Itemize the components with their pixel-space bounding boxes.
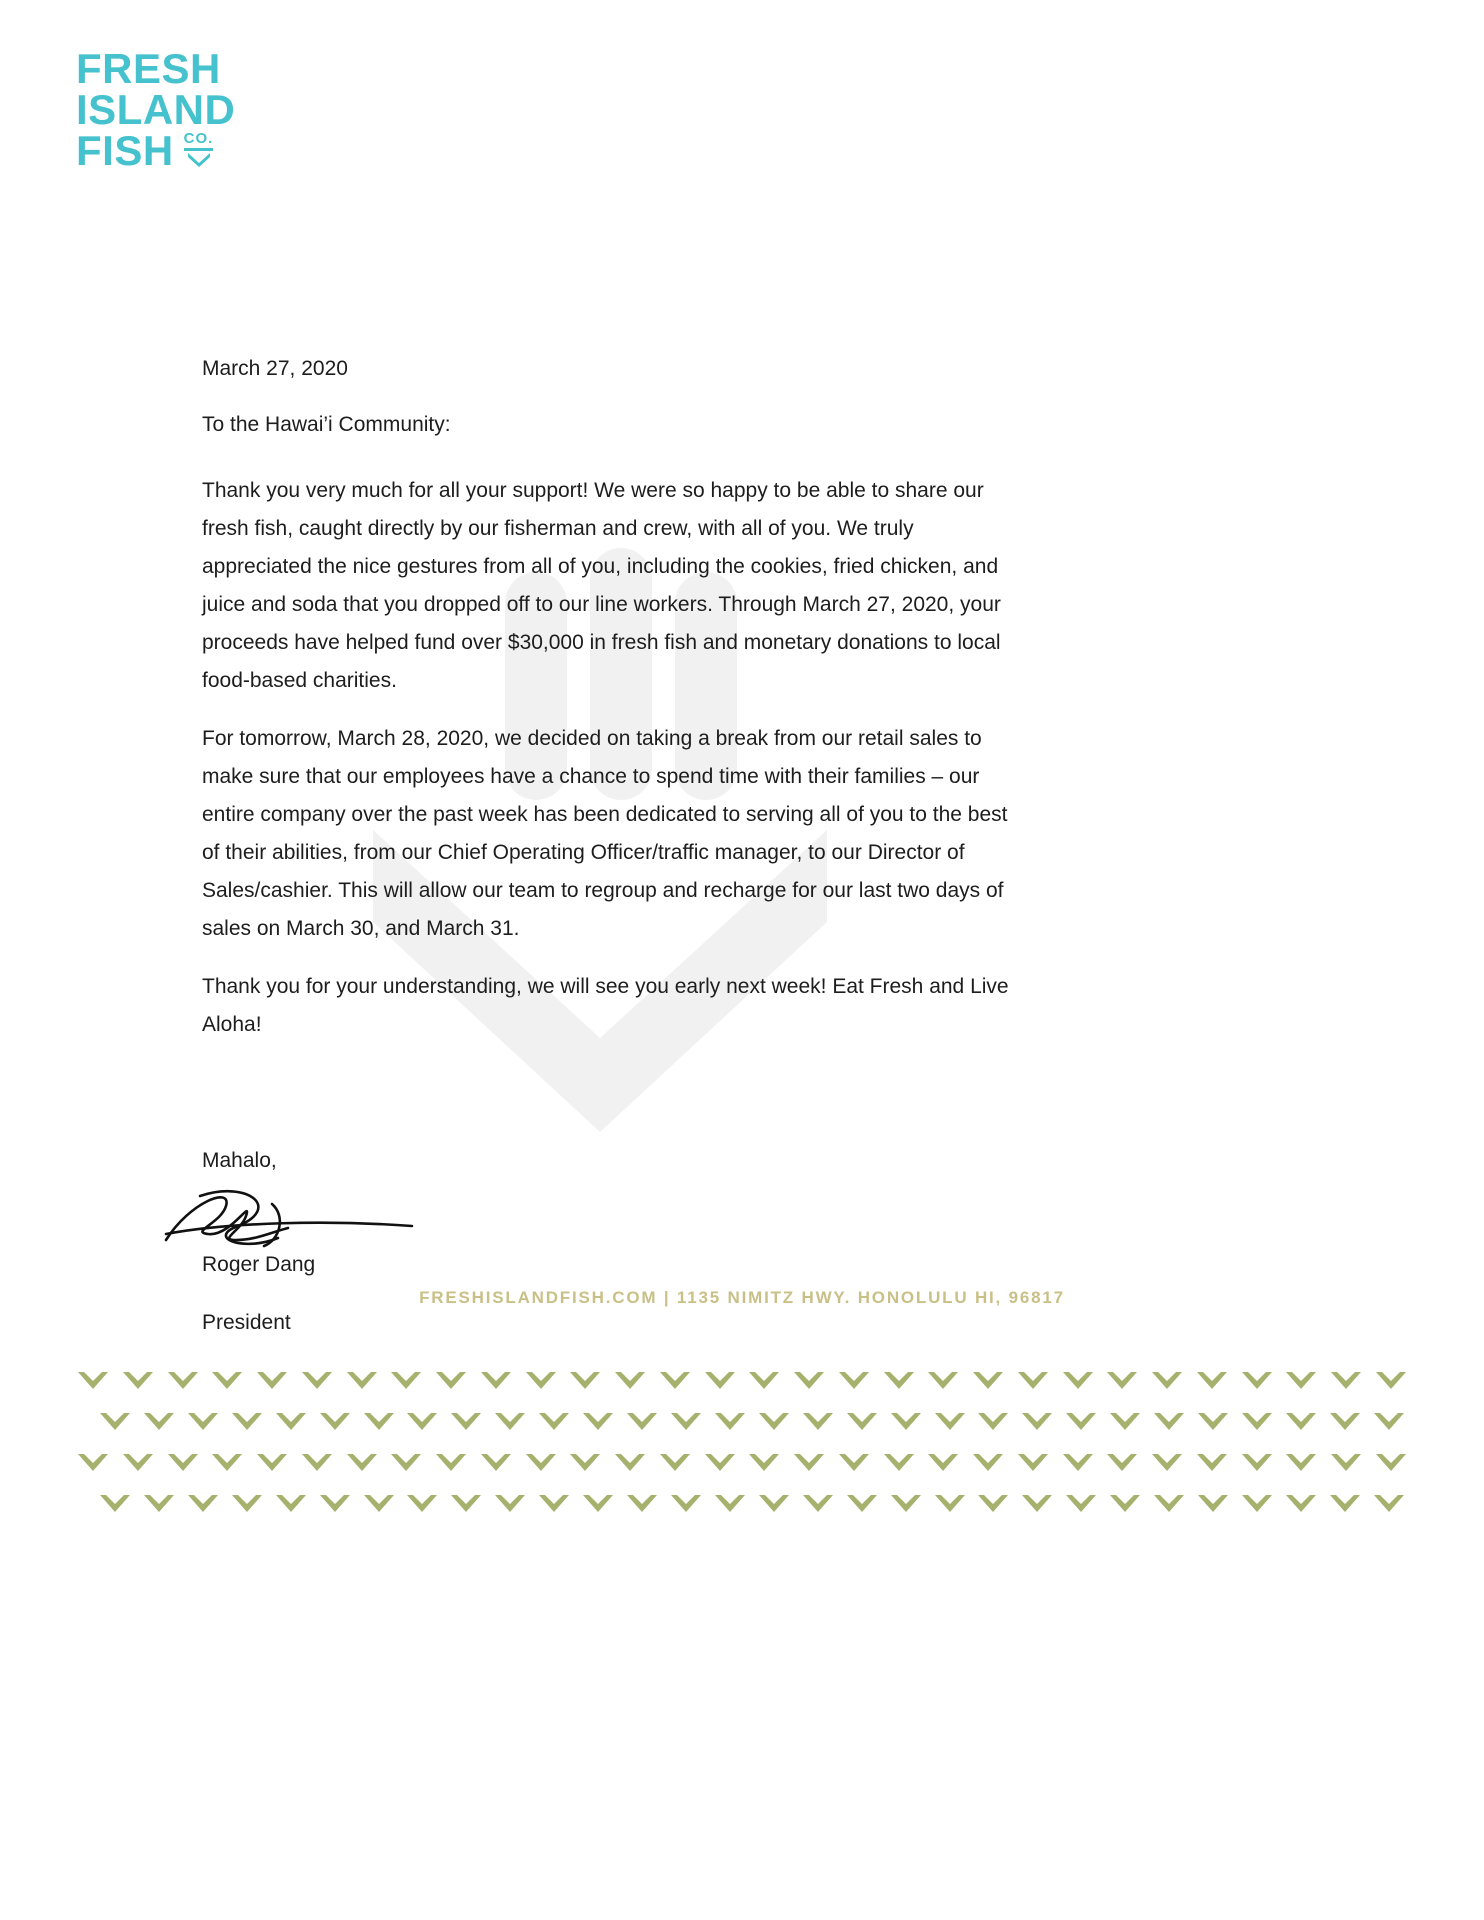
triangle-glyph — [451, 1495, 481, 1512]
triangle-glyph — [1286, 1454, 1316, 1471]
triangle-glyph — [1286, 1413, 1316, 1430]
triangle-glyph — [78, 1454, 108, 1471]
footer-address: FRESHISLANDFISH.COM | 1135 NIMITZ HWY. HONOLULU HI, 96817 — [419, 1288, 1065, 1307]
triangle-glyph — [839, 1372, 869, 1389]
triangle-glyph — [1110, 1413, 1140, 1430]
triangle-glyph — [407, 1413, 437, 1430]
triangle-row — [78, 1495, 1406, 1512]
triangle-glyph — [749, 1454, 779, 1471]
triangle-glyph — [1063, 1454, 1093, 1471]
triangle-glyph — [1198, 1495, 1228, 1512]
triangle-glyph — [891, 1495, 921, 1512]
signer-title: President — [202, 1311, 291, 1334]
triangle-glyph — [364, 1495, 394, 1512]
triangle-glyph — [1152, 1372, 1182, 1389]
triangle-glyph — [1242, 1372, 1272, 1389]
letter-paragraph: For tomorrow, March 28, 2020, we decided on taking a break from our retail sales to make sure that our employees have a chance to spend time with their families – our entire company over the past week has been dedicated to serving all of you to the best of their abilities, from our Chief Operating Officer/traffic manager, to our Director of Sales/cashier. This will allow our team to regroup and recharge for our last two days of sales on March 30, and March 31. — [202, 727, 1008, 940]
triangle-glyph — [803, 1495, 833, 1512]
triangle-glyph — [1107, 1372, 1137, 1389]
triangle-glyph — [302, 1454, 332, 1471]
triangle-glyph — [276, 1495, 306, 1512]
triangle-glyph — [436, 1454, 466, 1471]
triangle-glyph — [973, 1372, 1003, 1389]
triangle-glyph — [436, 1372, 466, 1389]
triangle-glyph — [539, 1413, 569, 1430]
triangle-glyph — [1374, 1495, 1404, 1512]
triangle-glyph — [1242, 1413, 1272, 1430]
logo-line-1: FRESH — [76, 45, 221, 92]
triangle-glyph — [935, 1495, 965, 1512]
triangle-glyph — [794, 1372, 824, 1389]
triangle-glyph — [347, 1372, 377, 1389]
fish-tail-icon — [188, 153, 210, 167]
triangle-glyph — [257, 1372, 287, 1389]
triangle-glyph — [78, 1372, 108, 1389]
triangle-glyph — [978, 1413, 1008, 1430]
letter-paragraph: Thank you for your understanding, we will see you early next week! Eat Fresh and Live Aloha! — [202, 975, 1009, 1036]
triangle-glyph — [320, 1495, 350, 1512]
triangle-glyph — [884, 1454, 914, 1471]
triangle-glyph — [407, 1495, 437, 1512]
triangle-glyph — [1242, 1454, 1272, 1471]
triangle-glyph — [144, 1495, 174, 1512]
triangle-glyph — [232, 1413, 262, 1430]
triangle-glyph — [364, 1413, 394, 1430]
triangle-glyph — [1107, 1454, 1137, 1471]
triangle-glyph — [759, 1413, 789, 1430]
triangle-glyph — [1110, 1495, 1140, 1512]
triangle-glyph — [168, 1372, 198, 1389]
triangle-glyph — [928, 1372, 958, 1389]
triangle-glyph — [839, 1454, 869, 1471]
triangle-glyph — [1066, 1413, 1096, 1430]
signer-name: Roger Dang — [202, 1253, 316, 1276]
triangle-glyph — [615, 1454, 645, 1471]
triangle-row — [78, 1454, 1406, 1471]
triangle-glyph — [168, 1454, 198, 1471]
triangle-glyph — [495, 1495, 525, 1512]
triangle-glyph — [1374, 1413, 1404, 1430]
triangle-glyph — [1330, 1495, 1360, 1512]
triangle-glyph — [627, 1413, 657, 1430]
triangle-glyph — [935, 1413, 965, 1430]
triangle-glyph — [1286, 1495, 1316, 1512]
triangle-glyph — [671, 1413, 701, 1430]
triangle-glyph — [847, 1495, 877, 1512]
letter-body — [202, 350, 1020, 1362]
triangle-glyph — [1242, 1495, 1272, 1512]
triangle-row — [78, 1372, 1406, 1389]
triangle-glyph — [884, 1372, 914, 1389]
triangle-glyph — [212, 1454, 242, 1471]
triangle-glyph — [188, 1413, 218, 1430]
triangle-row — [78, 1413, 1406, 1430]
triangle-glyph — [1286, 1372, 1316, 1389]
triangle-glyph — [1018, 1372, 1048, 1389]
triangle-glyph — [123, 1372, 153, 1389]
triangle-glyph — [660, 1454, 690, 1471]
triangle-glyph — [188, 1495, 218, 1512]
triangle-glyph — [660, 1372, 690, 1389]
logo-co-suffix: CO. — [184, 130, 214, 151]
letter-salutation: To the Hawai’i Community: — [202, 413, 451, 436]
triangle-glyph — [1197, 1454, 1227, 1471]
triangle-glyph — [1063, 1372, 1093, 1389]
handwritten-signature — [160, 1182, 1020, 1260]
triangle-glyph — [539, 1495, 569, 1512]
triangle-glyph — [570, 1372, 600, 1389]
footer-triangle-pattern — [78, 1372, 1406, 1536]
triangle-glyph — [891, 1413, 921, 1430]
triangle-glyph — [627, 1495, 657, 1512]
triangle-glyph — [1331, 1454, 1361, 1471]
triangle-glyph — [583, 1413, 613, 1430]
triangle-glyph — [1330, 1413, 1360, 1430]
triangle-glyph — [803, 1413, 833, 1430]
triangle-glyph — [1376, 1372, 1406, 1389]
triangle-glyph — [1066, 1495, 1096, 1512]
triangle-glyph — [715, 1413, 745, 1430]
triangle-glyph — [391, 1454, 421, 1471]
triangle-glyph — [481, 1372, 511, 1389]
triangle-glyph — [526, 1454, 556, 1471]
triangle-glyph — [1197, 1372, 1227, 1389]
triangle-glyph — [583, 1495, 613, 1512]
triangle-glyph — [1376, 1454, 1406, 1471]
triangle-glyph — [100, 1495, 130, 1512]
triangle-glyph — [1154, 1413, 1184, 1430]
triangle-glyph — [212, 1372, 242, 1389]
company-logo — [76, 45, 236, 174]
logo-line-2: ISLAND — [76, 86, 236, 133]
triangle-glyph — [794, 1454, 824, 1471]
letter-paragraph: Thank you very much for all your support! We were so happy to be able to share our fresh fish, caught directly by our fisherman and crew, with all of you. We truly appreciated the nice gestures from all of you, including the cookies, fried chicken, and juice and soda that you dropped off to our line workers. Through March 27, 2020, your proceeds have helped fund over $30,000 in fresh fish and monetary donations to local food-based charities. — [202, 479, 1001, 692]
triangle-glyph — [495, 1413, 525, 1430]
triangle-glyph — [1154, 1495, 1184, 1512]
triangle-glyph — [749, 1372, 779, 1389]
triangle-glyph — [978, 1495, 1008, 1512]
triangle-glyph — [570, 1454, 600, 1471]
triangle-glyph — [276, 1413, 306, 1430]
triangle-glyph — [847, 1413, 877, 1430]
triangle-glyph — [1331, 1372, 1361, 1389]
letter-closing: Mahalo, — [202, 1149, 277, 1172]
triangle-glyph — [100, 1413, 130, 1430]
triangle-glyph — [232, 1495, 262, 1512]
triangle-glyph — [451, 1413, 481, 1430]
triangle-glyph — [1198, 1413, 1228, 1430]
triangle-glyph — [1022, 1495, 1052, 1512]
letter-date: March 27, 2020 — [202, 357, 348, 380]
triangle-glyph — [973, 1454, 1003, 1471]
triangle-glyph — [123, 1454, 153, 1471]
triangle-glyph — [347, 1454, 377, 1471]
triangle-glyph — [759, 1495, 789, 1512]
triangle-glyph — [705, 1454, 735, 1471]
triangle-glyph — [928, 1454, 958, 1471]
triangle-glyph — [705, 1372, 735, 1389]
triangle-glyph — [302, 1372, 332, 1389]
logo-line-3: FISH — [76, 127, 174, 174]
triangle-glyph — [526, 1372, 556, 1389]
triangle-glyph — [1018, 1454, 1048, 1471]
triangle-glyph — [391, 1372, 421, 1389]
triangle-glyph — [715, 1495, 745, 1512]
triangle-glyph — [1152, 1454, 1182, 1471]
triangle-glyph — [481, 1454, 511, 1471]
triangle-glyph — [320, 1413, 350, 1430]
triangle-glyph — [671, 1495, 701, 1512]
triangle-glyph — [1022, 1413, 1052, 1430]
triangle-glyph — [615, 1372, 645, 1389]
triangle-glyph — [257, 1454, 287, 1471]
triangle-glyph — [144, 1413, 174, 1430]
